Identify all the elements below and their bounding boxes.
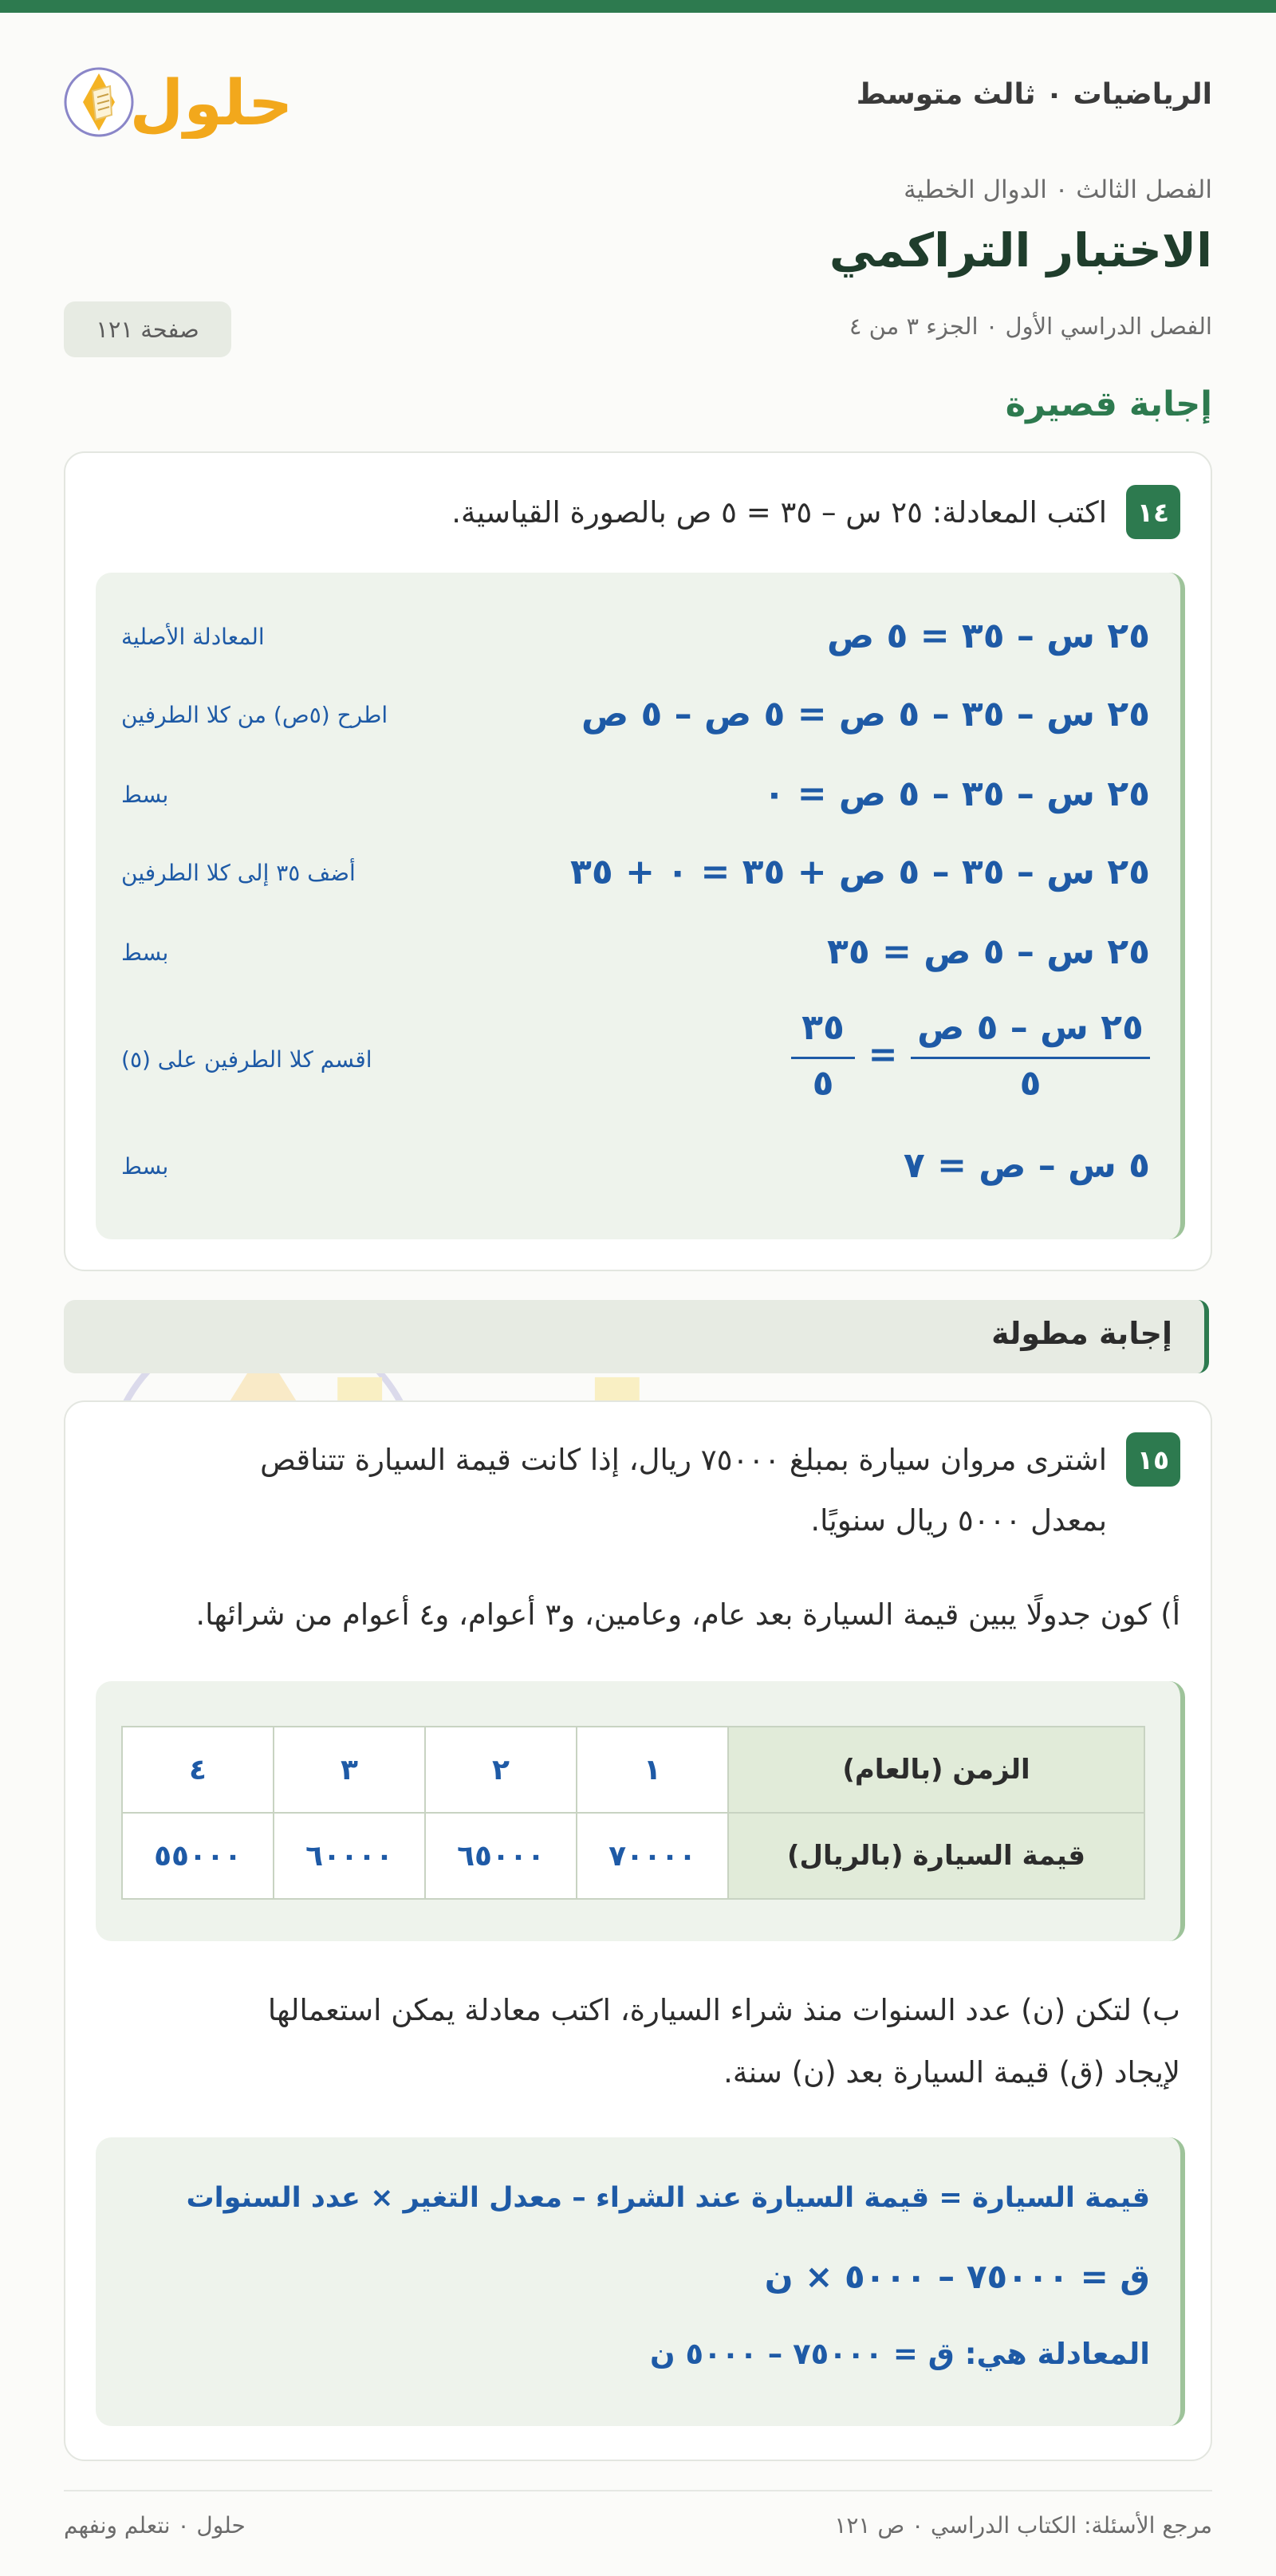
fraction-equals-sign: =: [868, 1034, 898, 1075]
question-text-line: بمعدل ٥٠٠٠ ريال سنويًا.: [810, 1503, 1107, 1538]
step-equation: ٢٥ س – ٣٥ = ٥ ص: [827, 616, 1150, 656]
svg-text:حلول: حلول: [129, 68, 293, 139]
table-row: [122, 1727, 1144, 1813]
answer-final: المعادلة هي: ق = ٧٥٠٠٠ – ٥٠٠٠ ن: [650, 2337, 1150, 2371]
step-note: اقسم كلا الطرفين على (٥): [121, 1046, 372, 1073]
fraction-step: [791, 1007, 1150, 1111]
fraction-left-numerator: ٢٥ س – ٥ ص: [917, 1007, 1144, 1048]
long-answer-heading: إجابة مطولة: [991, 1316, 1172, 1351]
step-note: بسط: [121, 939, 169, 966]
table-box: [96, 1681, 1185, 1941]
table-row: [122, 1813, 1144, 1899]
fraction-right-numerator: ٣٥: [801, 1007, 845, 1048]
step-note: بسط: [121, 782, 169, 808]
table-cell: ٥٥٠٠٠: [122, 1813, 274, 1899]
fraction-right-denominator: ٥: [812, 1063, 834, 1104]
table-header-cell: قيمة السيارة (بالريال): [728, 1813, 1144, 1899]
table-header-cell: الزمن (بالعام): [728, 1727, 1144, 1813]
step-equation: ٢٥ س – ٥ ص = ٣٥: [827, 932, 1150, 972]
long-answer-section-bar: [64, 1300, 1209, 1373]
table-cell: ١: [577, 1727, 728, 1813]
top-accent-bar: [0, 0, 1276, 13]
car-value-table: [121, 1726, 1145, 1900]
subject-label: الرياضيات ٠ ثالث متوسط: [856, 78, 1212, 111]
question-number-badge: ١٤: [1126, 485, 1180, 539]
semester-label: الفصل الدراسي الأول ٠ الجزء ٣ من ٤: [849, 313, 1212, 340]
question-14-card: [64, 451, 1212, 1271]
solution-steps-box: [96, 573, 1185, 1239]
question-text: اكتب المعادلة: ٢٥ س – ٣٥ = ٥ ص بالصورة القياسية.: [451, 495, 1107, 530]
footer-reference: مرجع الأسئلة: الكتاب الدراسي ٠ ص ١٢١: [834, 2512, 1212, 2539]
table-cell: ٣: [274, 1727, 425, 1813]
footer-brand: حلول ٠ نتعلم ونفهم: [64, 2512, 246, 2539]
part-b-text-line: لإيجاد (ق) قيمة السيارة بعد (ن) سنة.: [723, 2055, 1180, 2090]
table-cell: ٦٠٠٠٠: [274, 1813, 425, 1899]
table-cell: ٧٠٠٠٠: [577, 1813, 728, 1899]
answer-equation: ق = ٧٥٠٠٠ – ٥٠٠٠ × ن: [764, 2257, 1150, 2296]
question-text-line: اشترى مروان سيارة بمبلغ ٧٥٠٠٠ ريال، إذا كانت قيمة السيارة تتناقص: [260, 1443, 1107, 1477]
step-equation: ٥ س – ص = ٧: [903, 1145, 1150, 1186]
step-note: بسط: [121, 1153, 169, 1180]
step-equation: ٢٥ س – ٣٥ – ٥ ص = ٥ ص – ٥ ص: [581, 694, 1150, 735]
step-equation: ٢٥ س – ٣٥ – ٥ ص + ٣٥ = ٠ + ٣٥: [570, 852, 1150, 892]
fraction-left-bar: [911, 1057, 1150, 1059]
answer-rule: قيمة السيارة = قيمة السيارة عند الشراء – معدل التغير × عدد السنوات: [186, 2182, 1150, 2214]
fraction-right-bar: [791, 1057, 855, 1059]
fraction-left-denominator: ٥: [1019, 1063, 1042, 1104]
table-cell: ٦٥٠٠٠: [425, 1813, 577, 1899]
page-title: الاختبار التراكمي: [829, 223, 1212, 278]
part-a-text: أ) كون جدولًا يبين قيمة السيارة بعد عام، وعامين، و٣ أعوام، و٤ أعوام من شرائها.: [195, 1597, 1180, 1632]
question-15-card: [64, 1400, 1212, 2461]
chapter-label: الفصل الثالث ٠ الدوال الخطية: [904, 175, 1212, 204]
hulul-logo[interactable]: [64, 51, 295, 139]
footer-divider: [64, 2490, 1212, 2491]
page-header: [64, 51, 1212, 147]
answer-box: [96, 2137, 1185, 2426]
question-number-badge: ١٥: [1126, 1432, 1180, 1487]
part-b-text-line: ب) لتكن (ن) عدد السنوات منذ شراء السيارة، اكتب معادلة يمكن استعمالها: [267, 1993, 1180, 2027]
page-number-badge: صفحة ١٢١: [64, 301, 231, 357]
table-cell: ٢: [425, 1727, 577, 1813]
short-answer-heading: إجابة قصيرة: [1005, 384, 1212, 424]
step-note: المعادلة الأصلية: [121, 624, 265, 650]
step-note: اطرح (٥ص) من كلا الطرفين: [121, 702, 388, 728]
step-note: أضف ٣٥ إلى كلا الطرفين: [121, 860, 356, 886]
step-equation: ٢٥ س – ٣٥ – ٥ ص = ٠: [763, 774, 1150, 814]
table-cell: ٤: [122, 1727, 274, 1813]
